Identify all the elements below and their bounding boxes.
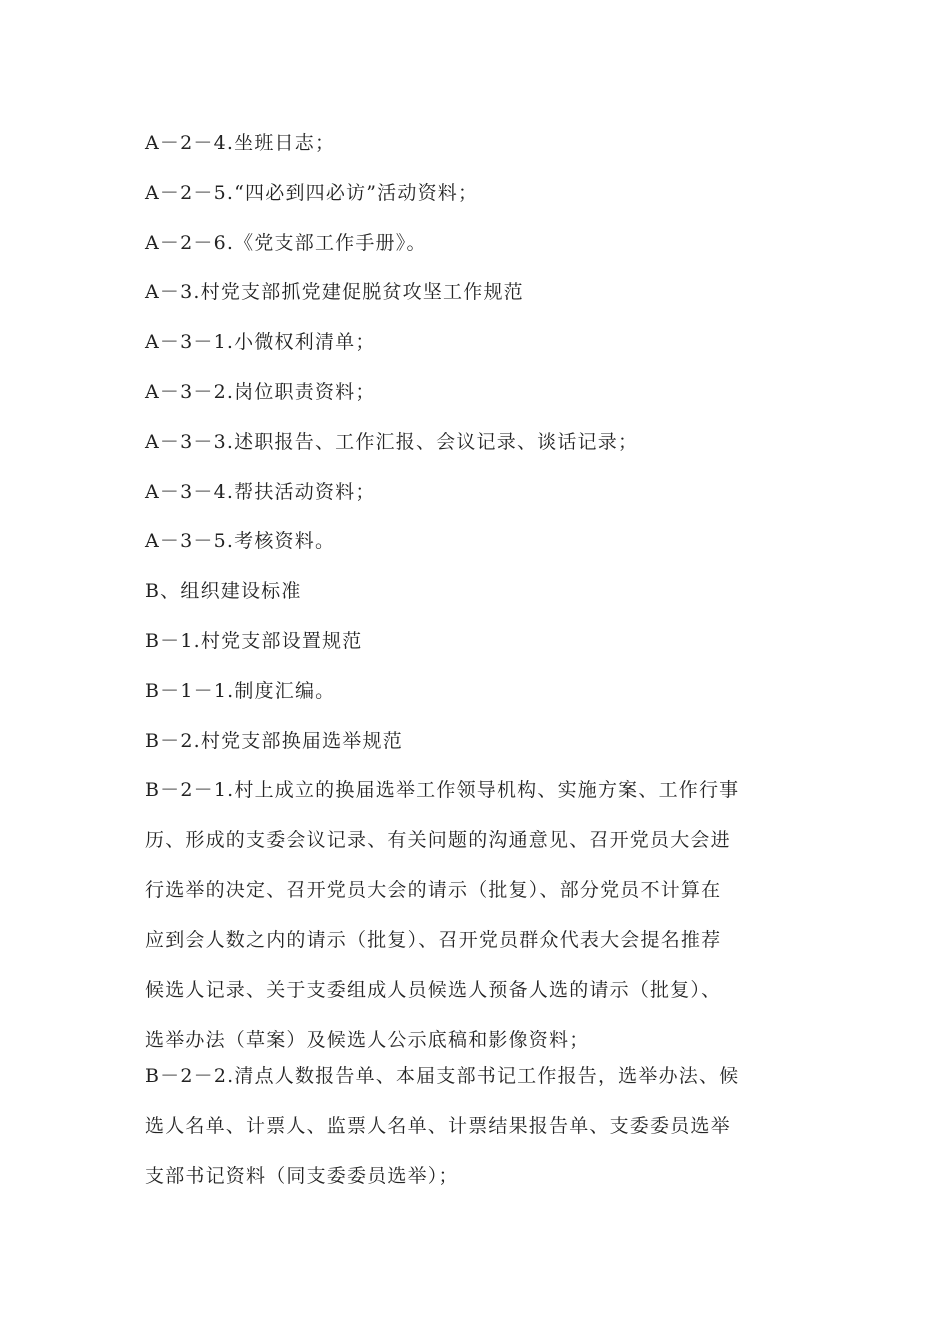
document-page <box>145 130 805 1199</box>
paragraph-line: B－2－2.清点人数报告单、本届支部书记工作报告，选举办法、候 <box>145 1065 740 1088</box>
text-line: A－2－4.坐班日志； <box>145 132 336 154</box>
paragraph-line: 行选举的决定、召开党员大会的请示（批复）、部分党员不计算在 <box>145 879 722 902</box>
text-line: A－2－5.“四必到四必访”活动资料； <box>145 181 479 204</box>
paragraph-b-2-2 <box>145 1063 805 1189</box>
section-heading: B－1.村党支部设置规范 <box>145 629 363 652</box>
section-heading: B－2.村党支部换届选举规范 <box>145 729 403 752</box>
text-line: A－2－6.《党支部工作手册》。 <box>145 231 427 254</box>
text-line: A－3－1.小微权利清单； <box>145 331 376 354</box>
paragraph-b-2-1 <box>145 777 805 1053</box>
paragraph-line: 支部书记资料（同支委委员选举）； <box>145 1165 459 1188</box>
paragraph-line: 历、形成的支委会议记录、有关问题的沟通意见、召开党员大会进 <box>145 829 731 852</box>
text-line: A－3－5.考核资料。 <box>145 530 336 553</box>
paragraph-line: B－2－1.村上成立的换届选举工作领导机构、实施方案、工作行事 <box>145 779 740 802</box>
paragraph-line: 选人名单、计票人、监票人名单、计票结果报告单、支委委员选举 <box>145 1115 731 1138</box>
section-heading: B、组织建设标准 <box>145 580 302 603</box>
paragraph-line: 候选人记录、关于支委组成人员候选人预备人选的请示（批复）、 <box>145 979 722 1002</box>
paragraph-line: 应到会人数之内的请示（批复）、召开党员群众代表大会提名推荐 <box>145 929 722 952</box>
paragraph-line: 选举办法（草案）及候选人公示底稿和影像资料； <box>145 1029 590 1052</box>
text-line: A－3－3.述职报告、工作汇报、会议记录、谈话记录； <box>145 430 639 453</box>
text-line: A－3－2.岗位职责资料； <box>145 380 376 403</box>
text-line: B－1－1.制度汇编。 <box>145 679 336 702</box>
text-line: A－3－4.帮扶活动资料； <box>145 480 376 503</box>
section-heading: A－3.村党支部抓党建促脱贫攻坚工作规范 <box>145 281 524 304</box>
